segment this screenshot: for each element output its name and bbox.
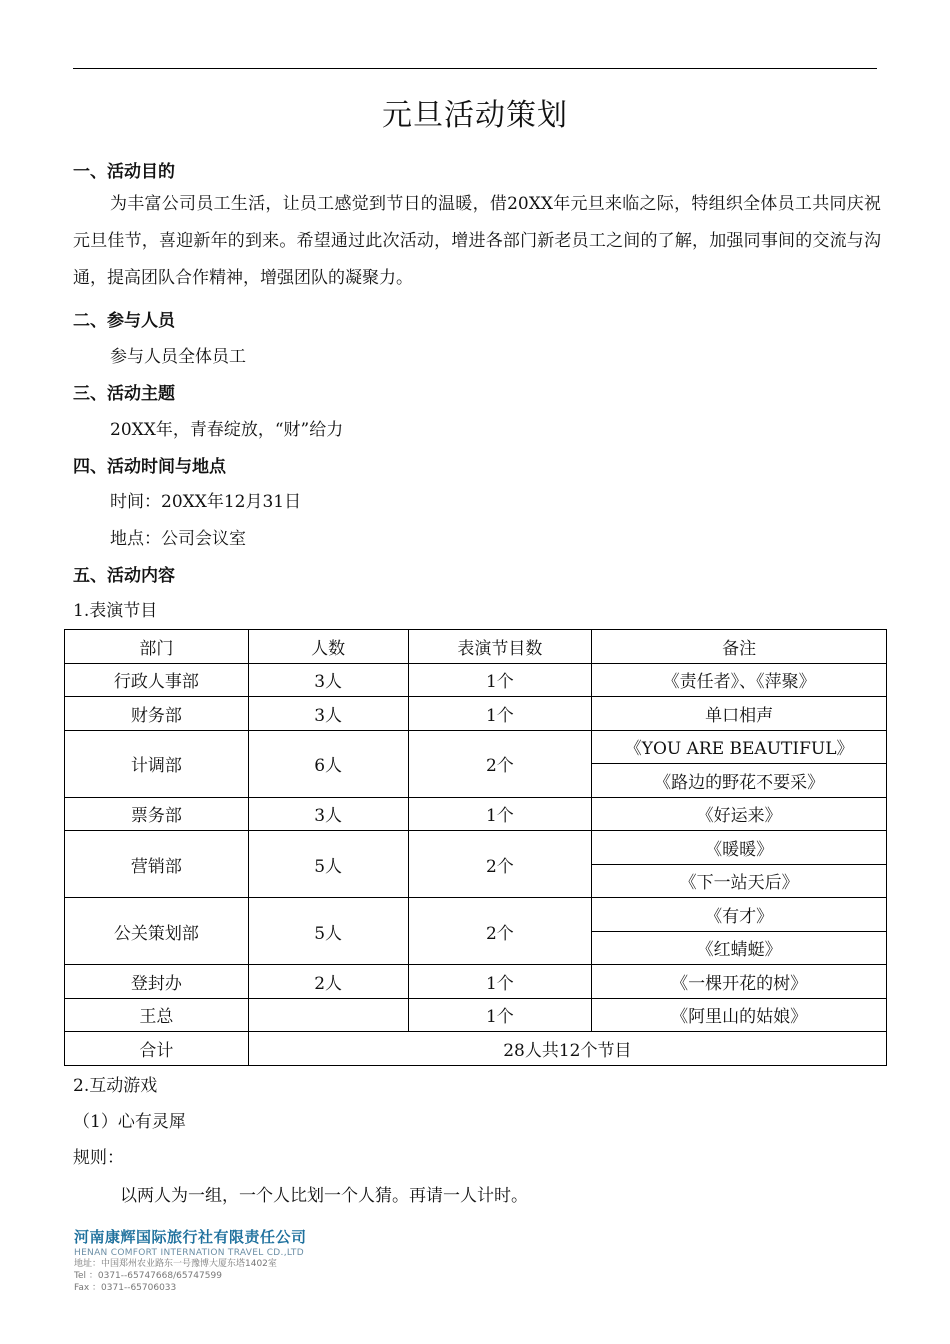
dept-cell: 票务部 xyxy=(65,797,249,831)
subsection-games: 2.互动游戏 xyxy=(73,1076,158,1096)
rules-text: 以两人为一组，一个人比划一个人猜。再请一人计时。 xyxy=(120,1186,528,1206)
count-cell: 2个 xyxy=(408,730,592,797)
section-2-text: 参与人员全体员工 xyxy=(110,347,246,367)
section-3-heading: 三、活动主题 xyxy=(73,384,175,404)
dept-cell: 公关策划部 xyxy=(65,898,249,965)
people-cell xyxy=(248,998,408,1032)
notes-cell: 《好运来》 xyxy=(592,797,887,831)
notes-cell: 《一棵开花的树》 xyxy=(592,965,887,999)
people-cell: 3人 xyxy=(248,663,408,697)
company-fax: Fax ：0371--65706033 xyxy=(74,1283,177,1293)
notes-cell: 《红蜻蜓》 xyxy=(592,931,887,965)
company-tel: Tel ：0371--65747668/65747599 xyxy=(74,1271,222,1281)
page-title: 元旦活动策划 xyxy=(382,98,568,133)
table-row xyxy=(65,831,887,865)
section-5-heading: 五、活动内容 xyxy=(73,566,175,586)
section-4-place: 地点：公司会议室 xyxy=(110,529,246,549)
company-address: 地址：中国郑州农业路东一号豫博大厦东塔1402室 xyxy=(74,1259,277,1269)
header-cell: 部门 xyxy=(65,630,249,664)
section-4-heading: 四、活动时间与地点 xyxy=(73,457,226,477)
company-footer xyxy=(74,1226,307,1294)
dept-cell: 营销部 xyxy=(65,831,249,898)
table-row xyxy=(65,697,887,731)
total-value-cell: 28人共12个节目 xyxy=(248,1032,886,1066)
table-row xyxy=(65,898,887,932)
table-total-row xyxy=(65,1032,887,1066)
table-row xyxy=(65,797,887,831)
count-cell: 1个 xyxy=(408,663,592,697)
dept-cell: 登封办 xyxy=(65,965,249,999)
count-cell: 2个 xyxy=(408,898,592,965)
table-header-row xyxy=(65,630,887,664)
dept-cell: 财务部 xyxy=(65,697,249,731)
company-name-cn: 河南康辉国际旅行社有限责任公司 xyxy=(74,1228,307,1246)
notes-cell: 《阿里山的姑娘》 xyxy=(592,998,887,1032)
section-2-heading: 二、参与人员 xyxy=(73,311,175,331)
notes-cell: 《有才》 xyxy=(592,898,887,932)
people-cell: 2人 xyxy=(248,965,408,999)
notes-cell: 《暖暖》 xyxy=(592,831,887,865)
count-cell: 1个 xyxy=(408,697,592,731)
people-cell: 5人 xyxy=(248,831,408,898)
rules-label: 规则： xyxy=(73,1148,124,1168)
count-cell: 1个 xyxy=(408,998,592,1032)
dept-cell: 计调部 xyxy=(65,730,249,797)
section-4-time: 时间：20XX年12月31日 xyxy=(110,492,302,512)
header-cell: 表演节目数 xyxy=(408,630,592,664)
count-cell: 2个 xyxy=(408,831,592,898)
notes-cell: 《路边的野花不要采》 xyxy=(592,764,887,798)
count-cell: 1个 xyxy=(408,797,592,831)
top-rule xyxy=(73,68,877,69)
header-cell: 备注 xyxy=(592,630,887,664)
notes-cell: 《下一站天后》 xyxy=(592,864,887,898)
people-cell: 6人 xyxy=(248,730,408,797)
notes-cell: 《YOU ARE BEAUTIFUL》 xyxy=(592,730,887,764)
section-3-text: 20XX年，青春绽放，“财”给力 xyxy=(110,420,344,440)
people-cell: 3人 xyxy=(248,697,408,731)
total-label-cell: 合计 xyxy=(65,1032,249,1066)
section-1-heading: 一、活动目的 xyxy=(73,162,175,182)
table-row xyxy=(65,663,887,697)
notes-cell: 单口相声 xyxy=(592,697,887,731)
performance-table xyxy=(64,629,887,1066)
people-cell: 5人 xyxy=(248,898,408,965)
table-row xyxy=(65,965,887,999)
notes-cell: 《责任者》、《萍聚》 xyxy=(592,663,887,697)
game-title: （1）心有灵犀 xyxy=(73,1112,186,1132)
dept-cell: 王总 xyxy=(65,998,249,1032)
header-cell: 人数 xyxy=(248,630,408,664)
table-row xyxy=(65,998,887,1032)
section-1-paragraph: 为丰富公司员工生活，让员工感觉到节日的温暖，借20XX年元旦来临之际，特组织全体员工共同庆祝元旦佳节，喜迎新年的到来。希望通过此次活动，增进各部门新老员工之间的了解，加强同事间的交流与沟通，提高团队合作精神，增强团队的凝聚力。 xyxy=(73,194,881,288)
dept-cell: 行政人事部 xyxy=(65,663,249,697)
people-cell: 3人 xyxy=(248,797,408,831)
company-name-en: HENAN COMFORT INTERNATION TRAVEL CD.,LTD xyxy=(74,1248,304,1258)
count-cell: 1个 xyxy=(408,965,592,999)
table-row xyxy=(65,730,887,764)
subsection-performances: 1.表演节目 xyxy=(73,601,158,621)
